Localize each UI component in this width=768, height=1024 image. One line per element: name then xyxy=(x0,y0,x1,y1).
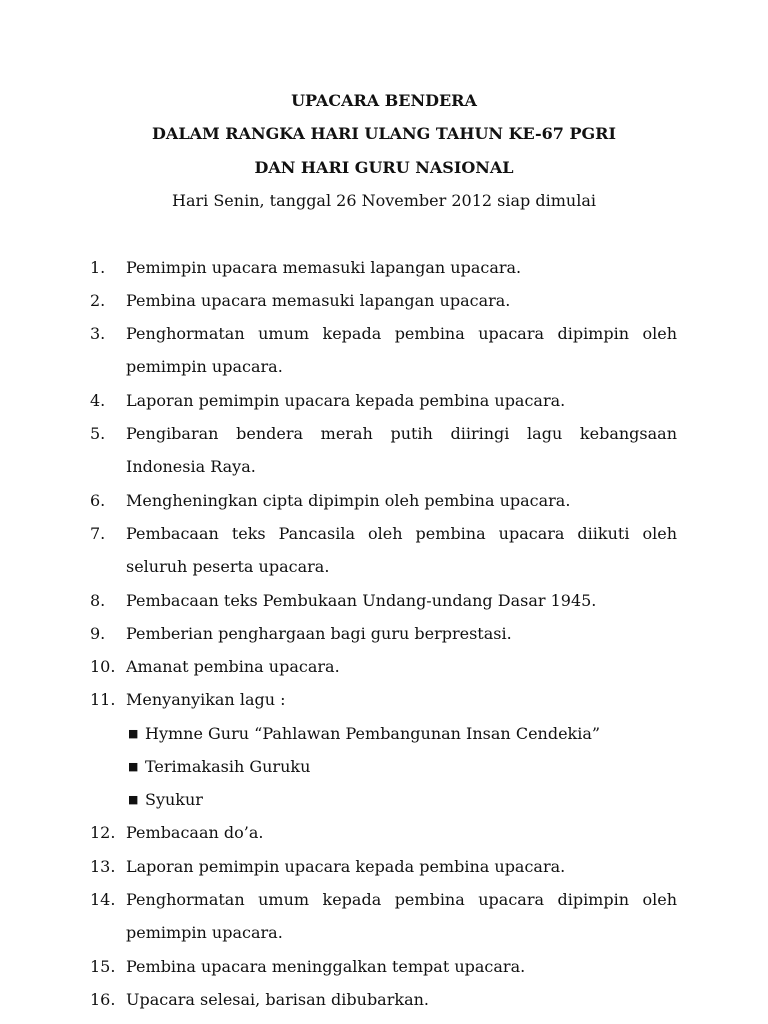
list-item-text: pemimpin upacara. xyxy=(126,923,283,942)
list-item-number: 5. xyxy=(90,424,106,443)
list-item-number: 4. xyxy=(90,391,106,410)
list-item-number: 9. xyxy=(90,624,106,643)
list-item-text: Penghormatan umum kepada pembina upacara dipimpin oleh xyxy=(126,324,677,343)
list-item-text: Pembacaan teks Pancasila oleh pembina upacara diikuti oleh xyxy=(126,524,677,543)
list-item-text: Upacara selesai, barisan dibubarkan. xyxy=(126,990,429,1009)
song-title: Syukur xyxy=(145,790,203,809)
list-item-text: pemimpin upacara. xyxy=(126,357,283,376)
list-item-text: Penghormatan umum kepada pembina upacara dipimpin oleh xyxy=(126,890,677,909)
list-item-text: Mengheningkan cipta dipimpin oleh pembina upacara. xyxy=(126,491,571,510)
list-item-number: 1. xyxy=(90,258,106,277)
list-item-text: Pembina upacara memasuki lapangan upacara. xyxy=(126,291,511,310)
list-item-number: 6. xyxy=(90,491,106,510)
list-item-number: 8. xyxy=(90,591,106,610)
document-title-line-2: DALAM RANGKA HARI ULANG TAHUN KE-67 PGRI xyxy=(152,124,616,143)
list-item-text: Pemberian penghargaan bagi guru berprestasi. xyxy=(126,624,512,643)
list-item-number: 12. xyxy=(90,823,116,842)
song-title: Hymne Guru “Pahlawan Pembangunan Insan Cendekia” xyxy=(145,724,601,743)
song-title: Terimakasih Guruku xyxy=(145,757,311,776)
list-item-text: Pengibaran bendera merah putih diiringi lagu kebangsaan xyxy=(126,424,677,443)
list-item-text: Laporan pemimpin upacara kepada pembina upacara. xyxy=(126,857,566,876)
document-title-line-3: DAN HARI GURU NASIONAL xyxy=(254,158,514,177)
square-bullet-icon: ■ xyxy=(128,760,139,773)
list-item-number: 16. xyxy=(90,990,116,1009)
list-item-text: seluruh peserta upacara. xyxy=(126,557,330,576)
list-item-number: 13. xyxy=(90,857,116,876)
list-item-text: Laporan pemimpin upacara kepada pembina upacara. xyxy=(126,391,566,410)
square-bullet-icon: ■ xyxy=(128,727,139,740)
document-subtitle: Hari Senin, tanggal 26 November 2012 siap dimulai xyxy=(172,191,596,210)
list-item-text: Menyanyikan lagu : xyxy=(126,690,286,709)
list-item-text: Pembacaan do’a. xyxy=(126,823,264,842)
list-item-text: Pembina upacara meninggalkan tempat upacara. xyxy=(126,957,526,976)
list-item-text: Pembacaan teks Pembukaan Undang-undang Dasar 1945. xyxy=(126,591,597,610)
list-item-number: 14. xyxy=(90,890,116,909)
square-bullet-icon: ■ xyxy=(128,793,139,806)
list-item-number: 10. xyxy=(90,657,116,676)
list-item-text: Indonesia Raya. xyxy=(126,457,256,476)
list-item-number: 11. xyxy=(90,690,116,709)
list-item-number: 7. xyxy=(90,524,106,543)
list-item-text: Amanat pembina upacara. xyxy=(126,657,340,676)
list-item-number: 2. xyxy=(90,291,106,310)
list-item-text: Pemimpin upacara memasuki lapangan upacara. xyxy=(126,258,522,277)
document-title: UPACARA BENDERA xyxy=(291,91,477,110)
list-item-number: 3. xyxy=(90,324,106,343)
list-item-number: 15. xyxy=(90,957,116,976)
